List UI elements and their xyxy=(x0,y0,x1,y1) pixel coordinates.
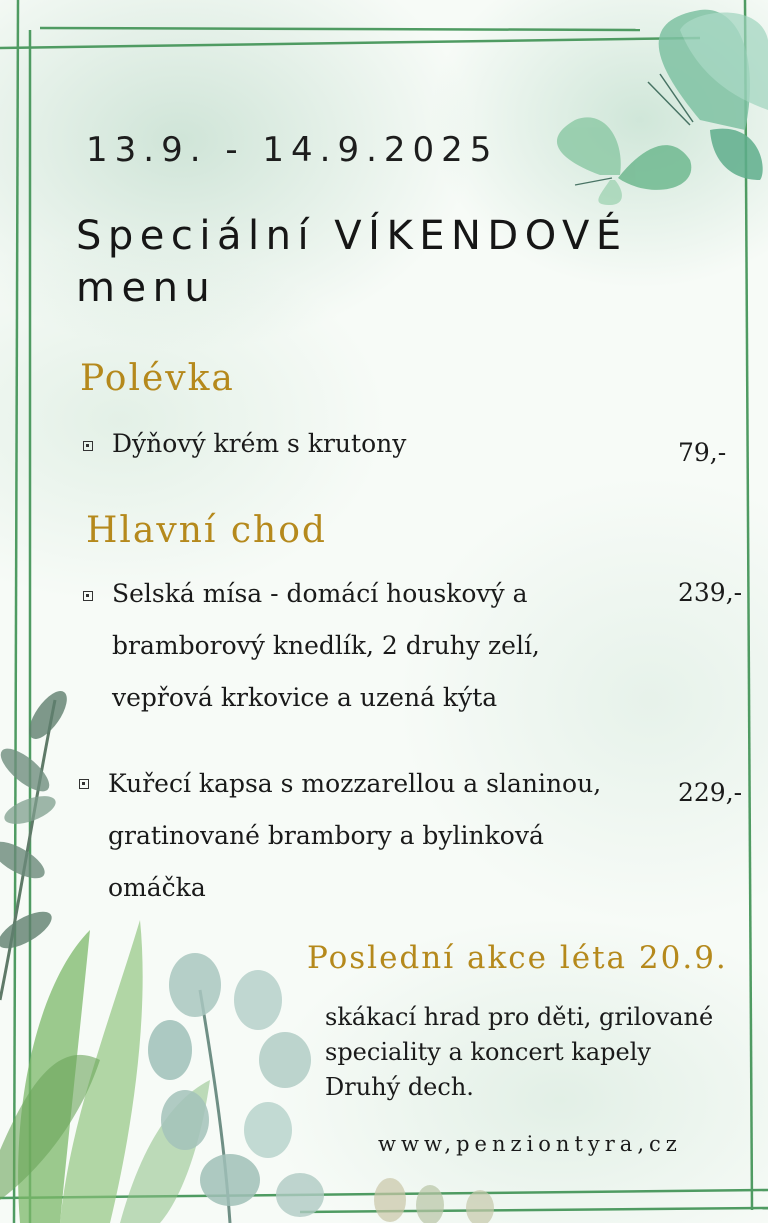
menu-item-price: 229,- xyxy=(678,778,743,807)
menu-item-line: bramborový knedlík, 2 druhy zelí, xyxy=(112,631,540,660)
menu-item-line: vepřová krkovice a uzená kýta xyxy=(112,683,498,712)
promo-line: skákací hrad pro děti, grilované xyxy=(325,1003,714,1031)
menu-item-main-2 xyxy=(108,758,601,914)
menu-item-line: Kuřecí kapsa s mozzarellou a slaninou, xyxy=(108,769,602,798)
website-link[interactable]: www,penziontyra,cz xyxy=(378,1132,682,1156)
bullet-icon xyxy=(79,779,89,789)
promo-heading: Poslední akce léta 20.9. xyxy=(307,940,728,976)
menu-item-main-1 xyxy=(112,568,540,724)
date-range: 13.9. - 14.9.2025 xyxy=(86,130,499,170)
menu-item-line: omáčka xyxy=(108,873,206,902)
menu-item-line: Selská mísa - domácí houskový a xyxy=(112,579,528,608)
bullet-icon xyxy=(83,441,93,451)
menu-item-line: Dýňový krém s krutony xyxy=(112,429,407,458)
promo-line: speciality a koncert kapely xyxy=(325,1038,651,1066)
menu-item-price: 239,- xyxy=(678,578,743,607)
butterfly-icon xyxy=(557,117,691,205)
menu-item-price: 79,- xyxy=(678,438,727,467)
menu-item-soup xyxy=(112,418,406,470)
promo-description xyxy=(325,1000,745,1105)
section-heading-main: Hlavní chod xyxy=(86,510,327,551)
bullet-icon xyxy=(83,591,93,601)
section-heading-soup: Polévka xyxy=(80,358,235,399)
promo-line: Druhý dech. xyxy=(325,1073,474,1101)
menu-title: Speciální VÍKENDOVÉ menu xyxy=(76,213,628,311)
menu-item-line: gratinované brambory a bylinková xyxy=(108,821,544,850)
